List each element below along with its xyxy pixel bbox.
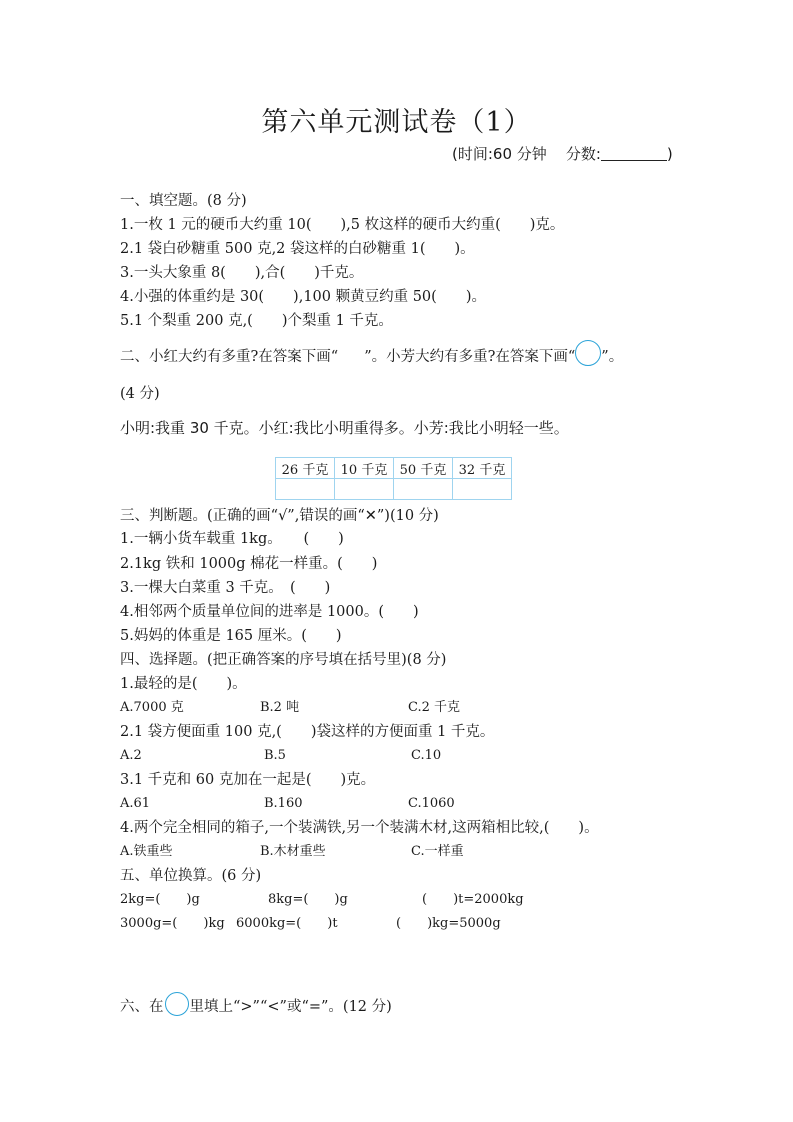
conversion-item: ( )kg=5000g (396, 916, 501, 931)
meta-close: ) (666, 145, 673, 163)
conversion-item: ( )t=2000kg (422, 892, 524, 907)
conversion-item: 3000g=( )kg (120, 916, 225, 931)
weight-option: 10 千克 (335, 458, 394, 479)
s4-q3-option-b: B.160 (264, 796, 303, 811)
weight-option: 32 千克 (453, 458, 512, 479)
s4-q2-option-b: B.5 (264, 748, 286, 763)
weight-options-table (275, 457, 512, 500)
s3-question-2: 2.1kg 铁和 1000g 棉花一样重。( ) (120, 556, 378, 572)
s4-question-2: 2.1 袋方便面重 100 克,( )袋这样的方便面重 1 千克。 (120, 724, 495, 740)
s1-question-3: 3.一头大象重 8( ),合( )千克。 (120, 265, 364, 281)
s2-story: 小明:我重 30 千克。小红:我比小明重得多。小芳:我比小明轻一些。 (120, 419, 569, 437)
answer-cell[interactable] (335, 479, 394, 500)
s3-question-3: 3.一棵大白菜重 3 千克。 ( ) (120, 580, 331, 596)
s1-question-5: 5.1 个梨重 200 克,( )个梨重 1 千克。 (120, 313, 393, 329)
s4-q4-option-c: C.一样重 (411, 844, 464, 859)
answer-cell[interactable] (453, 479, 512, 500)
circle-icon (165, 992, 189, 1016)
page-title: 第六单元测试卷（1） (261, 107, 532, 138)
section-3-heading: 三、判断题。(正确的画“√”,错误的画“✕”)(10 分) (120, 508, 439, 524)
section-2-heading (120, 348, 623, 366)
conversion-item: 8kg=( )g (268, 892, 348, 907)
s4-q2-option-a: A.2 (120, 748, 142, 763)
weight-option: 26 千克 (276, 458, 335, 479)
s4-question-4: 4.两个完全相同的箱子,一个装满铁,另一个装满木材,这两箱相比较,( )。 (120, 820, 599, 836)
s4-q4-option-b: B.木材重些 (260, 844, 326, 859)
s6-heading-part-b: 里填上“>”“<”或“=”。(12 分) (189, 999, 392, 1015)
score-label: 分数: (565, 145, 601, 163)
s3-question-5: 5.妈妈的体重是 165 厘米。( ) (120, 628, 342, 644)
s4-question-1: 1.最轻的是( )。 (120, 676, 247, 692)
s1-question-1: 1.一枚 1 元的硬币大约重 10( ),5 枚这样的硬币大约重( )克。 (120, 217, 565, 233)
s6-heading-part-a: 六、在 (120, 999, 164, 1015)
s3-question-1: 1.一辆小货车载重 1kg。 ( ) (120, 531, 344, 547)
s4-q3-option-c: C.1060 (408, 796, 455, 811)
s1-question-2: 2.1 袋白砂糖重 500 克,2 袋这样的白砂糖重 1( )。 (120, 241, 475, 257)
section-5-heading: 五、单位换算。(6 分) (120, 868, 262, 884)
section-4-heading: 四、选择题。(把正确答案的序号填在括号里)(8 分) (120, 652, 447, 668)
s3-question-4: 4.相邻两个质量单位间的进率是 1000。( ) (120, 604, 419, 620)
s4-q4-option-a: A.铁重些 (120, 844, 173, 859)
weight-option: 50 千克 (394, 458, 453, 479)
s2-heading-part-a: 二、小红大约有多重?在答案下画“ (120, 349, 339, 365)
circle-icon (575, 340, 601, 366)
s4-q1-option-b: B.2 吨 (260, 700, 300, 715)
s2-heading-part-b: ”。小芳大约有多重?在答案下画“ (364, 349, 576, 365)
exam-meta (452, 143, 673, 164)
s4-q2-option-c: C.10 (411, 748, 442, 763)
section-1-heading: 一、填空题。(8 分) (120, 193, 247, 209)
s4-q1-option-c: C.2 千克 (408, 700, 461, 715)
answer-cell[interactable] (394, 479, 453, 500)
time-limit: (时间:60 分钟 (452, 145, 547, 163)
section-6-heading (120, 998, 392, 1016)
s1-question-4: 4.小强的体重约是 30( ),100 颗黄豆约重 50( )。 (120, 289, 486, 305)
s2-heading-part-c: ”。 (601, 349, 624, 365)
answer-cell[interactable] (276, 479, 335, 500)
s4-q3-option-a: A.61 (120, 796, 151, 811)
conversion-item: 2kg=( )g (120, 892, 200, 907)
s4-question-3: 3.1 千克和 60 克加在一起是( )克。 (120, 772, 376, 788)
s4-q1-option-a: A.7000 克 (120, 700, 184, 715)
s2-points: (4 分) (120, 386, 160, 402)
conversion-item: 6000kg=( )t (236, 916, 338, 931)
score-blank[interactable] (601, 146, 667, 161)
